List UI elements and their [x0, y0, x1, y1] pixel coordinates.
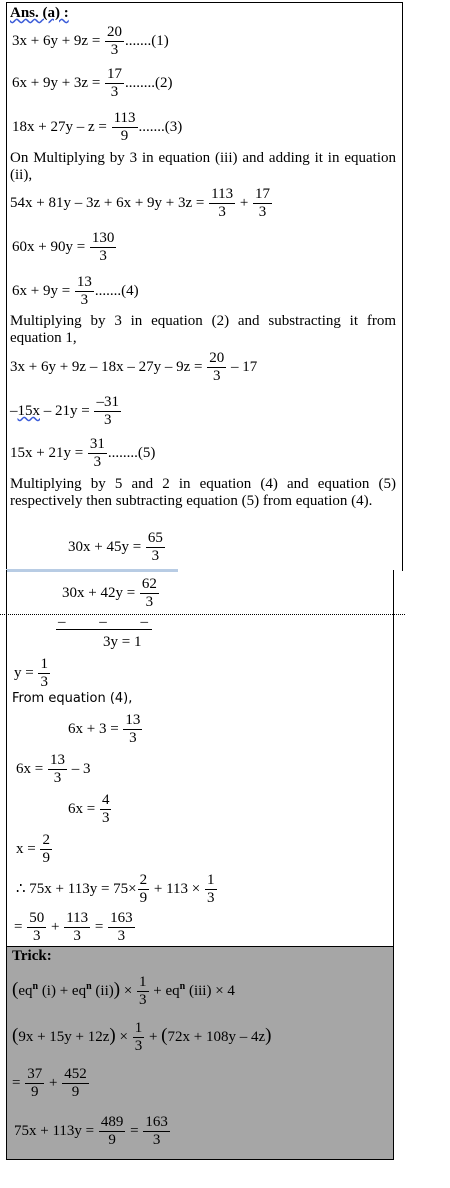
eq18-mid: + 113 ×: [150, 880, 204, 897]
eq4-f2-num: 17: [255, 186, 271, 202]
eq18-f2-num: 1: [207, 872, 215, 888]
eq14-den: 3: [129, 730, 137, 746]
t1-fraction: [137, 974, 149, 1009]
eq9-fraction: [88, 436, 107, 471]
subtraction-signs: – – –: [58, 614, 148, 630]
eq1-lhs: 3x + 6y + 9z =: [12, 32, 105, 49]
equation-4: [10, 186, 273, 221]
equation-2: [12, 66, 173, 101]
eq2-den: 3: [110, 84, 119, 100]
eq3-lhs: 18x + 27y – z =: [12, 118, 111, 135]
eq8-fraction: [94, 394, 121, 429]
close-paren-2: ): [109, 1024, 116, 1046]
eq10-num: 65: [147, 530, 163, 546]
eq16-lhs: 6x =: [68, 800, 99, 817]
eq1-den: 3: [110, 42, 119, 58]
t3-fraction-2: [62, 1066, 89, 1101]
eq17-num: 2: [42, 832, 50, 848]
eq17-fraction: [40, 832, 52, 867]
trick-line-1: [12, 974, 235, 1009]
eq3-num: 113: [113, 110, 136, 126]
equation-11: [62, 576, 160, 611]
trick-label: Trick:: [12, 948, 52, 964]
eq19-equals: =: [14, 918, 27, 935]
eq7-den: 3: [212, 368, 221, 384]
eq15-num: 13: [49, 752, 65, 768]
t2-f-num: 1: [134, 1020, 143, 1036]
paragraph-2: Multiplying by 3 in equation (2) and substracting it from equation 1,: [10, 313, 396, 346]
subtraction-rule: [56, 629, 152, 630]
eq8-den: 3: [103, 412, 112, 428]
t1-eq-4: + eq: [149, 982, 180, 999]
eq5-den: 3: [99, 248, 107, 264]
trick-line-4: [14, 1114, 171, 1149]
eq8-rest: – 21y =: [40, 402, 94, 419]
equation-12: 3y = 1: [103, 634, 142, 650]
eq16-den: 3: [101, 810, 110, 826]
eq19-plus: +: [47, 918, 64, 935]
eq3-fraction: [112, 110, 138, 145]
eq14-fraction: [123, 712, 142, 747]
t1-eq-3: (ii): [91, 982, 114, 999]
open-paren-3: (: [161, 1024, 168, 1046]
eq18-f2-den: 3: [207, 890, 215, 906]
eq7-tail: – 17: [227, 358, 258, 375]
eq10-lhs: 30x + 45y =: [68, 538, 145, 555]
eq15-den: 3: [53, 770, 62, 786]
eq16-num: 4: [101, 792, 110, 808]
t4-f2-den: 3: [152, 1132, 161, 1148]
t1-eq-1: eq: [18, 982, 33, 999]
trick-line-2: [12, 1020, 271, 1055]
t2-f-den: 3: [134, 1038, 143, 1054]
close-paren: ): [113, 978, 121, 1000]
t3-f2-num: 452: [64, 1066, 87, 1082]
eq4-f2-den: 3: [258, 204, 267, 220]
t3-f2-den: 9: [71, 1084, 80, 1100]
equation-18: [16, 872, 218, 907]
eq6-den: 3: [80, 292, 89, 308]
eq4-f1-den: 3: [218, 204, 226, 220]
eq11-den: 3: [145, 594, 154, 610]
eq19-f1-num: 50: [29, 910, 45, 926]
equation-14: [68, 712, 143, 747]
t2-times: ×: [115, 1028, 132, 1045]
eq17-lhs: x =: [16, 840, 40, 857]
eq5-lhs: 60x + 90y =: [12, 238, 89, 255]
eq4-fraction-2: [253, 186, 272, 221]
t3-fraction-1: [25, 1066, 44, 1101]
eq16-fraction: [100, 792, 112, 827]
t1-f-num: 1: [139, 974, 147, 990]
eq2-num: 17: [107, 66, 123, 82]
eq7-lhs: 3x + 6y + 9z – 18x – 27y – 9z =: [10, 358, 207, 375]
equation-19: [14, 910, 136, 945]
equation-17: [16, 832, 53, 867]
t2-fraction: [133, 1020, 145, 1055]
eq13-fraction: [38, 656, 50, 691]
t4-lhs: 75x + 113y =: [14, 1122, 98, 1139]
paragraph-3: Multiplying by 5 and 2 in equation (4) and equation (5) respectively then subtracting equation (5) from equation (4).: [10, 476, 396, 509]
t1-f-den: 3: [139, 992, 147, 1008]
eq13-num: 1: [40, 656, 48, 672]
t2-part-2: 72x + 108y – 4z: [167, 1028, 266, 1045]
eq6-fraction: [75, 274, 94, 309]
eq3-tag: .......(3): [138, 118, 183, 135]
eq11-num: 62: [141, 576, 157, 592]
eq5-fraction: [90, 230, 117, 265]
equation-3: [12, 110, 182, 145]
eq19-f1-den: 3: [32, 928, 41, 944]
eq7-fraction: [207, 350, 226, 385]
paragraph-1: On Multiplying by 3 in equation (iii) and adding it in equation (ii),: [10, 150, 396, 183]
eq4-f1-num: 113: [211, 186, 234, 202]
eq15-lhs: 6x =: [16, 760, 47, 777]
eq19-f3-num: 163: [110, 910, 133, 926]
eq4-fraction-1: [209, 186, 235, 221]
eq10-den: 3: [151, 548, 160, 564]
t2-plus: +: [145, 1028, 162, 1045]
equation-6: [12, 274, 139, 309]
trick-line-3: [12, 1066, 90, 1101]
eq11-lhs: 30x + 42y =: [62, 584, 139, 601]
eq6-num: 13: [76, 274, 92, 290]
equation-9: [10, 436, 155, 471]
eq18-fraction-2: [205, 872, 217, 907]
t1-times: ×: [120, 982, 137, 999]
eq19-fraction-3: [108, 910, 135, 945]
equation-5: [12, 230, 117, 265]
answer-label: [10, 4, 69, 22]
t3-plus: +: [45, 1074, 62, 1091]
t3-f1-num: 37: [27, 1066, 43, 1082]
equation-1: [12, 24, 169, 59]
eq4-plus: +: [236, 194, 253, 211]
equation-13: [14, 656, 51, 691]
eq9-lhs: 15x + 21y =: [10, 444, 87, 461]
equation-7: [10, 350, 257, 385]
eq1-num: 20: [107, 24, 123, 40]
t4-equals: =: [126, 1122, 143, 1139]
eq10-fraction: [146, 530, 165, 565]
open-paren: (: [12, 978, 19, 1000]
close-paren-3: ): [265, 1024, 272, 1046]
t4-fraction-2: [143, 1114, 170, 1149]
t4-f1-num: 489: [100, 1114, 124, 1130]
t4-fraction-1: [99, 1114, 126, 1149]
eq8-underlined: 15x: [17, 402, 40, 419]
equation-10: [68, 530, 166, 565]
eq5-num: 130: [91, 230, 115, 246]
eq19-f2-num: 113: [66, 910, 89, 926]
t1-sup-1: n: [32, 980, 39, 992]
t3-f1-den: 9: [30, 1084, 39, 1100]
eq1-fraction: [105, 24, 124, 59]
t4-f2-num: 163: [145, 1114, 168, 1130]
answer-label-text: Ans. (a) :: [10, 5, 69, 21]
eq11-fraction: [140, 576, 159, 611]
eq14-num: 13: [125, 712, 141, 728]
eq9-num: 31: [89, 436, 105, 452]
t4-f1-den: 9: [108, 1132, 116, 1148]
eq8-minus: –: [10, 402, 18, 419]
eq6-tag: .......(4): [94, 282, 139, 299]
eq18-lhs: ∴ 75x + 113y = 75×: [16, 880, 137, 897]
open-paren-2: (: [12, 1024, 19, 1046]
equation-15: [16, 752, 90, 787]
eq18-f1-num: 2: [139, 872, 148, 888]
eq6-lhs: 6x + 9y =: [12, 282, 74, 299]
eq4-lhs: 54x + 81y – 3z + 6x + 9y + 3z =: [10, 194, 209, 211]
t1-sup-3: n: [179, 980, 186, 992]
eq18-f1-den: 9: [139, 890, 148, 906]
eq15-fraction: [48, 752, 67, 787]
eq19-f3-den: 3: [117, 928, 126, 944]
eq19-equals-2: =: [91, 918, 108, 935]
t1-sup-2: n: [86, 980, 92, 992]
t1-eq-5: (iii) × 4: [185, 982, 235, 999]
t1-eq-2: (i) + eq: [38, 982, 87, 999]
eq7-num: 20: [209, 350, 225, 366]
eq8-num: –31: [96, 394, 119, 410]
eq2-fraction: [105, 66, 124, 101]
eq19-f2-den: 3: [73, 928, 81, 944]
t2-part-1: 9x + 15y + 12z: [18, 1028, 110, 1045]
eq3-den: 9: [120, 128, 129, 144]
eq2-tag: ........(2): [125, 74, 173, 91]
equation-8: [10, 394, 122, 429]
eq13-lhs: y =: [14, 664, 38, 681]
from-equation-4-label: From equation (4),: [12, 691, 133, 706]
eq17-den: 9: [42, 850, 50, 866]
eq2-lhs: 6x + 9y + 3z =: [12, 74, 105, 91]
eq18-fraction-1: [138, 872, 150, 907]
equation-16: [68, 792, 112, 827]
eq19-fraction-1: [27, 910, 46, 945]
eq1-tag: .......(1): [125, 32, 169, 49]
t3-equals: =: [12, 1074, 25, 1091]
eq19-fraction-2: [64, 910, 90, 945]
eq9-den: 3: [93, 454, 102, 470]
eq14-lhs: 6x + 3 =: [68, 720, 123, 737]
eq9-tag: ........(5): [107, 444, 156, 461]
eq15-tail: – 3: [67, 760, 91, 777]
eq13-den: 3: [40, 674, 48, 690]
